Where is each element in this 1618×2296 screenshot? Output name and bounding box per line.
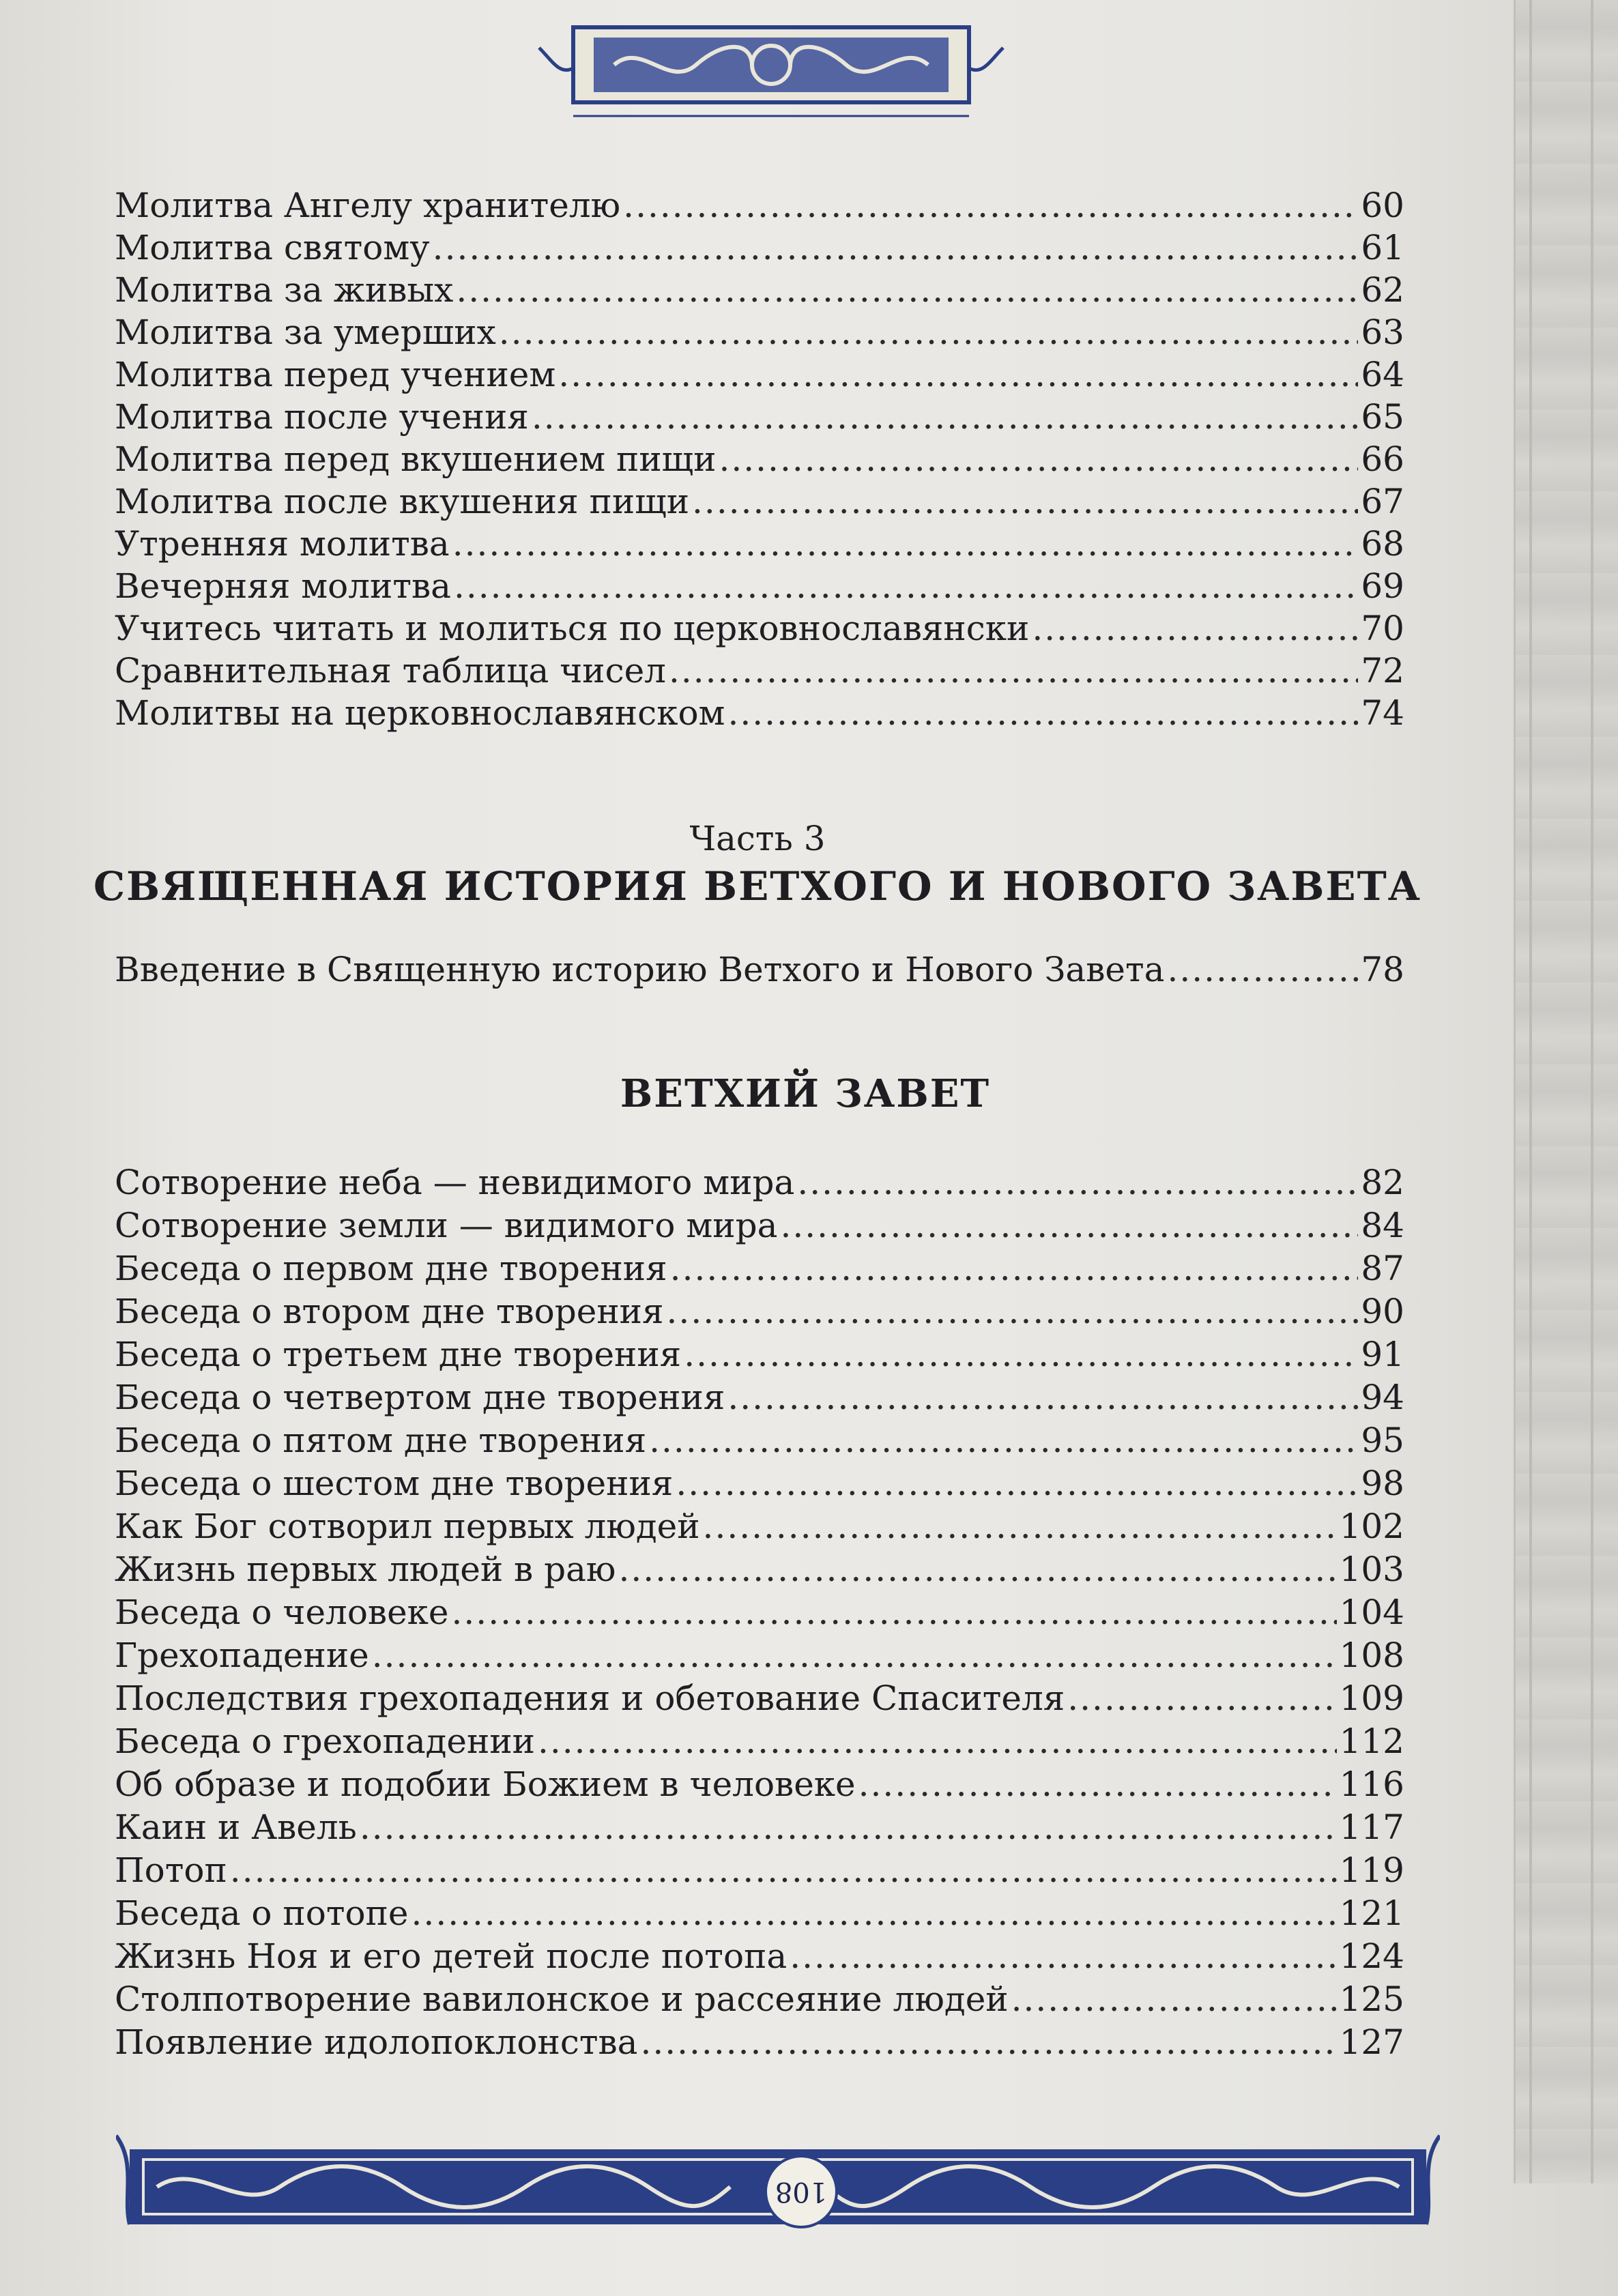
toc-item	[115, 353, 1404, 396]
toc-item	[115, 311, 1404, 353]
toc-item	[115, 438, 1404, 480]
toc-item-page: 74	[1361, 693, 1404, 733]
leader-dots	[858, 1763, 1337, 1805]
toc-item-page: 125	[1339, 1979, 1404, 2019]
toc-item-title: Молитва после учения	[115, 397, 529, 437]
toc-item-title: Беседа о первом дне творения	[115, 1249, 667, 1288]
toc-item-title: Беседа о втором дне творения	[115, 1292, 664, 1331]
toc-item-page: 95	[1361, 1421, 1404, 1460]
leader-dots	[727, 692, 1358, 734]
toc-item-title: Каин и Авель	[115, 1807, 357, 1847]
leader-dots	[676, 1462, 1358, 1505]
toc-item-title: Беседа о третьем дне творения	[115, 1335, 682, 1374]
toc-item-title: Молитва Ангелу хранителю	[115, 186, 621, 225]
toc-item-page: 112	[1339, 1721, 1404, 1761]
toc-item-title: Учитесь читать и молиться по церковнославянски	[115, 609, 1030, 648]
toc-item	[115, 1376, 1404, 1419]
toc-item	[115, 1462, 1404, 1505]
toc-item-page: 60	[1361, 186, 1404, 225]
toc-item-title: Беседа о пятом дне творения	[115, 1421, 647, 1460]
toc-item-title: Сравнительная таблица чисел	[115, 651, 666, 691]
toc-item-page: 98	[1361, 1464, 1404, 1503]
toc-item	[115, 1677, 1404, 1719]
toc-item-title: Жизнь первых людей в раю	[115, 1550, 616, 1589]
toc-item	[115, 1204, 1404, 1247]
toc-item-page: 116	[1339, 1764, 1404, 1804]
toc-item-page: 87	[1361, 1249, 1404, 1288]
toc-item-title: Как Бог сотворил первых людей	[115, 1507, 700, 1546]
toc-item-page: 108	[1339, 1636, 1404, 1675]
leader-dots	[1011, 1978, 1337, 2020]
toc-item-page: 109	[1339, 1679, 1404, 1718]
toc-item	[115, 1720, 1404, 1762]
top-ornament	[532, 20, 1010, 123]
toc-item-title: Молитва святому	[115, 228, 430, 267]
toc-item-title: Молитва перед вкушением пищи	[115, 439, 717, 479]
toc-item-intro	[115, 948, 1404, 991]
leader-dots	[623, 184, 1358, 227]
leader-dots	[780, 1204, 1358, 1247]
toc-item-title: Беседа о человеке	[115, 1593, 449, 1632]
toc-item	[115, 1161, 1404, 1204]
leader-dots	[558, 353, 1358, 396]
toc-item	[115, 1935, 1404, 1977]
toc-item-title: Появление идолопоклонства	[115, 2022, 638, 2062]
toc-item-page: 69	[1361, 566, 1404, 606]
leader-dots	[1067, 1677, 1336, 1719]
section-title: ВЕТХИЙ ЗАВЕТ	[620, 1071, 991, 1116]
leader-dots	[499, 311, 1359, 353]
toc-item	[115, 396, 1404, 438]
leader-dots	[669, 650, 1358, 692]
leader-dots	[360, 1806, 1337, 1848]
toc-item-title: Потоп	[115, 1850, 227, 1890]
toc-item	[115, 1548, 1404, 1590]
toc-item	[115, 692, 1404, 734]
toc-item-page: 119	[1339, 1850, 1404, 1890]
toc-item	[115, 2021, 1404, 2063]
leader-dots	[452, 523, 1359, 565]
toc-item-page: 66	[1361, 439, 1404, 479]
toc-item	[115, 1978, 1404, 2020]
toc-item-page: 121	[1339, 1893, 1404, 1933]
toc-item-title: Беседа о шестом дне творения	[115, 1464, 674, 1503]
toc-item-page: 127	[1339, 2022, 1404, 2062]
leader-dots	[684, 1333, 1358, 1376]
leader-dots	[618, 1548, 1336, 1590]
toc-item-title: Молитва после вкушения пищи	[115, 482, 690, 521]
toc-item-page: 70	[1361, 609, 1404, 648]
leader-dots	[372, 1634, 1337, 1676]
toc-item	[115, 1806, 1404, 1848]
part-title: СВЯЩЕННАЯ ИСТОРИЯ ВЕТХОГО И НОВОГО ЗАВЕТА	[93, 863, 1422, 910]
toc-item-page: 78	[1361, 950, 1404, 989]
toc-item-title: Молитва перед учением	[115, 355, 556, 394]
leader-dots	[411, 1892, 1337, 1934]
toc-item-title: Столпотворение вавилонское и рассеяние людей	[115, 1979, 1009, 2019]
toc-item	[115, 480, 1404, 523]
toc-item-page: 104	[1339, 1593, 1404, 1632]
toc-item-title: Введение в Священную историю Ветхого и Нового Завета	[115, 950, 1165, 989]
toc-item-page: 94	[1361, 1378, 1404, 1417]
leader-dots	[797, 1161, 1358, 1204]
toc-item-page: 63	[1361, 313, 1404, 352]
toc-item-page: 90	[1361, 1292, 1404, 1331]
leader-dots	[719, 438, 1358, 480]
toc-item	[115, 1419, 1404, 1462]
leader-dots	[703, 1505, 1337, 1547]
toc-item-page: 102	[1339, 1507, 1404, 1546]
toc-item-page: 124	[1339, 1936, 1404, 1976]
leader-dots	[454, 565, 1358, 607]
leader-dots	[532, 396, 1359, 438]
toc-item-page: 67	[1361, 482, 1404, 521]
toc-item-title: Об образе и подобии Божием в человеке	[115, 1764, 856, 1804]
toc-item-page: 84	[1361, 1206, 1404, 1245]
toc-item-page: 103	[1339, 1550, 1404, 1589]
toc-item	[115, 607, 1404, 650]
toc-item	[115, 1892, 1404, 1934]
leader-dots	[1032, 607, 1358, 650]
toc-item	[115, 1333, 1404, 1376]
toc-item	[115, 227, 1404, 269]
toc-item-title: Беседа о грехопадении	[115, 1721, 535, 1761]
toc-item-title: Грехопадение	[115, 1636, 369, 1675]
leader-dots	[692, 480, 1358, 523]
toc-item-title: Беседа о потопе	[115, 1893, 409, 1933]
toc-item-title: Утренняя молитва	[115, 524, 450, 564]
leader-dots	[456, 269, 1358, 311]
leader-dots	[433, 227, 1359, 269]
leader-dots	[667, 1290, 1359, 1333]
toc-item-page: 82	[1361, 1163, 1404, 1202]
toc-item-page: 64	[1361, 355, 1404, 394]
leader-dots	[230, 1849, 1337, 1891]
leader-dots	[727, 1376, 1358, 1419]
toc-item-title: Молитвы на церковнославянском	[115, 693, 725, 733]
toc-item	[115, 1634, 1404, 1676]
leader-dots	[538, 1720, 1337, 1762]
toc-item-title: Жизнь Ноя и его детей после потопа	[115, 1936, 788, 1976]
toc-item	[115, 650, 1404, 692]
toc-item-page: 68	[1361, 524, 1404, 564]
leader-dots	[1167, 948, 1358, 991]
page-number: 108	[764, 2155, 838, 2228]
toc-item	[115, 1505, 1404, 1547]
toc-item	[115, 1763, 1404, 1805]
toc-item-title: Вечерняя молитва	[115, 566, 451, 606]
toc-item	[115, 269, 1404, 311]
toc-item	[115, 1290, 1404, 1333]
toc-item-page: 61	[1361, 228, 1404, 267]
leader-dots	[452, 1591, 1337, 1633]
leader-dots	[649, 1419, 1358, 1462]
part-label: Часть 3	[689, 819, 826, 858]
toc-item-title: Беседа о четвертом дне творения	[115, 1378, 725, 1417]
toc-item-page: 62	[1361, 270, 1404, 310]
toc-item	[115, 1591, 1404, 1633]
toc-item-page: 117	[1339, 1807, 1404, 1847]
toc-item-page: 72	[1361, 651, 1404, 691]
toc-item	[115, 1849, 1404, 1891]
toc-item-title: Молитва за умерших	[115, 313, 496, 352]
toc-item-title: Молитва за живых	[115, 270, 454, 310]
toc-item-page: 65	[1361, 397, 1404, 437]
toc-item-title: Сотворение неба — невидимого мира	[115, 1163, 795, 1202]
toc-item-title: Сотворение земли — видимого мира	[115, 1206, 778, 1245]
leader-dots	[670, 1247, 1359, 1290]
leader-dots	[640, 2021, 1336, 2063]
toc-item	[115, 565, 1404, 607]
toc-item	[115, 1247, 1404, 1290]
toc-item-title: Последствия грехопадения и обетование Спасителя	[115, 1679, 1065, 1718]
toc-item	[115, 523, 1404, 565]
toc-item-page: 91	[1361, 1335, 1404, 1374]
leader-dots	[790, 1935, 1336, 1977]
toc-item	[115, 184, 1404, 227]
